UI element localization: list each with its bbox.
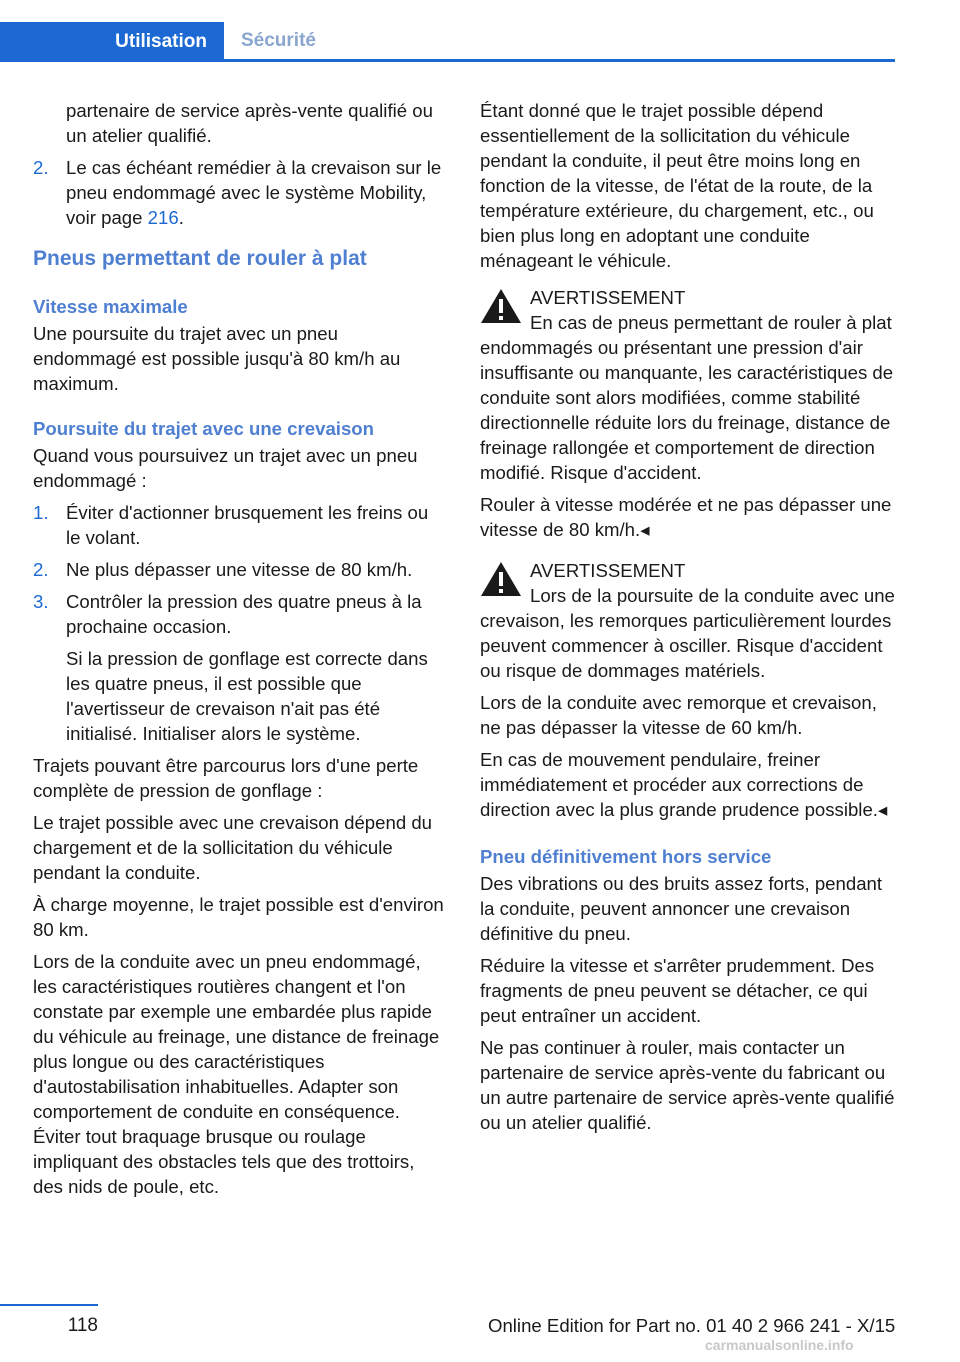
list-number: 1. <box>33 502 49 523</box>
paragraph: Une poursuite du trajet avec un pneu endommagé est possible jusqu'à 80 km/h au maximum. <box>33 323 401 394</box>
paragraph: Ne pas continuer à rouler, mais contacter un partenaire de service après-vente du fabricant ou un autre partenaire de service après-vente qualifié ou un atelier qualifié. <box>480 1037 895 1133</box>
list-text-end: . <box>178 207 184 228</box>
warning-paragraph: Lors de la conduite avec remorque et crevaison, ne pas dépasser la vitesse de 60 km/h. <box>480 692 877 738</box>
list-text: Éviter d'actionner brusquement les freins ou le volant. <box>66 502 429 548</box>
list-text: Ne plus dépasser une vitesse de 80 km/h. <box>66 559 413 580</box>
page-link[interactable]: 216 <box>147 207 179 228</box>
watermark: carmanualsonline.info <box>705 1337 854 1353</box>
list-number: 3. <box>33 591 49 612</box>
list-item <box>33 155 445 230</box>
page-number-rule <box>0 1304 98 1306</box>
warning-paragraph: Rouler à vitesse modérée et ne pas dépasser une vitesse de 80 km/h.◂ <box>480 494 892 540</box>
paragraph: Des vibrations ou des bruits assez forts, pendant la conduite, peuvent annoncer une crevaison définitive du pneu. <box>480 873 883 944</box>
paragraph: Trajets pouvant être parcourus lors d'une perte complète de pression de gonflage : <box>33 755 419 801</box>
paragraph: Étant donné que le trajet possible dépend essentiellement de la sollicitation du véhicule pendant la conduite, il peut être moins long en fonction de la vitesse, de l'état de la route, de la température extérieure, du chargement, etc., ou bien plus long en adoptant une conduite ménageant le véhicule. <box>480 100 874 271</box>
warning-paragraph: En cas de mouvement pendulaire, freiner immédiatement et procéder aux corrections de direction avec la plus grande prudence possible.◂ <box>480 749 888 820</box>
list-text: Le cas échéant remédier à la crevaison sur le pneu endommagé avec le système Mobility, voir page <box>66 157 442 228</box>
continued-text: partenaire de service après-vente qualifié ou un atelier qualifié. <box>66 100 433 146</box>
warning-text: En cas de pneus permettant de rouler à plat endommagés ou présentant une pression d'air insuffisante ou manquante, les caractéristiques de conduite sont alors modifiées, comme stabilité directionnelle réduite lors du freinage, distance de freinage rallongée et comportement de direction modifié. Risque d'accident. <box>480 312 894 483</box>
list-item <box>33 557 445 582</box>
warning-block <box>480 285 895 485</box>
tab-utilisation[interactable]: Utilisation <box>0 22 224 62</box>
warning-icon <box>480 561 522 597</box>
page-number: 118 <box>67 1315 98 1336</box>
paragraph: Le trajet possible avec une crevaison dépend du chargement et de la sollicitation du véhicule pendant la conduite. <box>33 812 433 883</box>
edition-footer: Online Edition for Part no. 01 40 2 966 241 - X/15 <box>488 1315 896 1336</box>
right-column <box>480 98 895 1142</box>
subheading-continue: Poursuite du trajet avec une crevaison <box>33 418 375 439</box>
paragraph: À charge moyenne, le trajet possible est d'environ 80 km. <box>33 894 444 940</box>
tab-securite[interactable]: Sécurité <box>224 22 895 62</box>
list-number: 2. <box>33 157 49 178</box>
list-item <box>33 500 445 550</box>
warning-icon <box>480 288 522 324</box>
subheading-tyre-failure: Pneu définitivement hors service <box>480 846 772 867</box>
paragraph: Lors de la conduite avec un pneu endommagé, les caractéristiques routières changent et l'on constate par exemple une embardée plus rapide du véhicule au freinage, une distance de freinage plus longue ou des caractéristiques d'autostabilisation inhabituelles. Adapter son comportement de conduite en conséquence. Éviter tout braquage brusque ou roulage impliquant des obstacles tels que des trottoirs, des nids de poule, etc. <box>33 951 440 1197</box>
warning-title: AVERTISSEMENT <box>530 287 686 308</box>
warning-title: AVERTISSEMENT <box>530 560 686 581</box>
list-item <box>33 589 445 639</box>
paragraph: Quand vous poursuivez un trajet avec un pneu endommagé : <box>33 445 418 491</box>
warning-block <box>480 558 895 683</box>
list-subparagraph: Si la pression de gonflage est correcte dans les quatre pneus, il est possible que l'avertisseur de crevaison n'ait pas été initialisé. Initialiser alors le système. <box>66 648 428 744</box>
paragraph: Réduire la vitesse et s'arrêter prudemment. Des fragments de pneu peuvent se détacher, ce qui peut entraîner un accident. <box>480 955 875 1026</box>
section-heading: Pneus permettant de rouler à plat <box>33 247 367 270</box>
list-number: 2. <box>33 559 49 580</box>
header <box>0 0 960 64</box>
warning-text: Lors de la poursuite de la conduite avec une crevaison, les remorques particulièrement lourdes peuvent commencer à osciller. Risque d'accident ou risque de dommages matériels. <box>480 585 895 681</box>
left-column <box>33 98 445 1206</box>
subheading-max-speed: Vitesse maximale <box>33 296 188 317</box>
list-text: Contrôler la pression des quatre pneus à la prochaine occasion. <box>66 591 422 637</box>
